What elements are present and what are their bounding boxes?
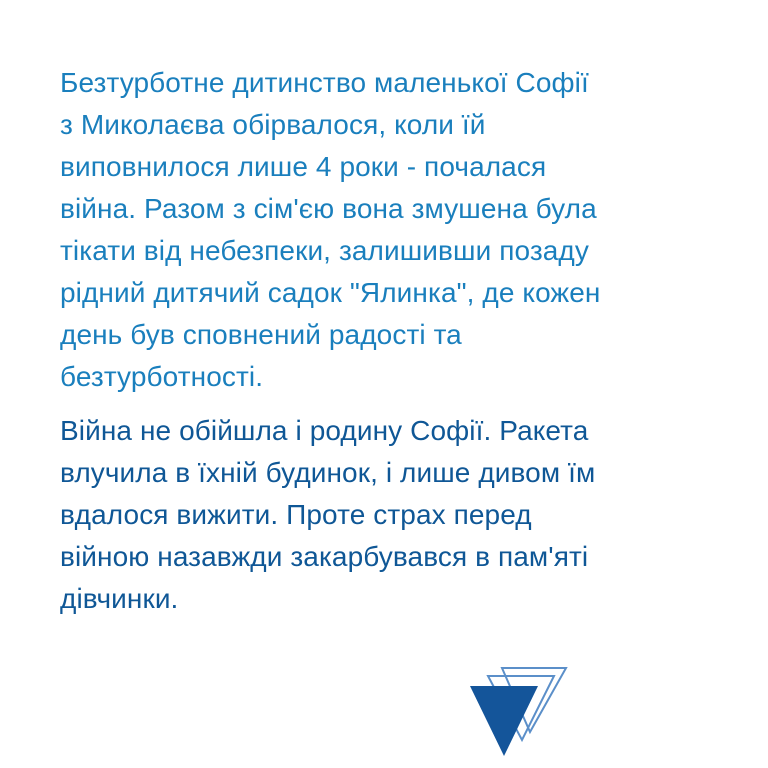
text-line: з Миколаєва обірвалося, коли їй [60,109,486,140]
text-line: Безтурботне дитинство маленької Софії [60,67,589,98]
text-line: тікати від небезпеки, залишивши позаду [60,235,589,266]
text-line: влучила в їхній будинок, і лише дивом їм [60,457,596,488]
triangles-logo-icon [466,660,570,760]
text-line: війною назавжди закарбувався в пам'яті [60,541,589,572]
text-line: дівчинки. [60,583,179,614]
text-line: день був сповнений радості та [60,319,462,350]
text-line: безтурботності. [60,361,264,392]
paragraph-childhood [60,62,720,398]
text-line: Війна не обійшла і родину Софії. Ракета [60,415,589,446]
story-text [60,62,720,620]
logo-filled-triangle [470,686,538,756]
text-line: війна. Разом з сім'єю вона змушена була [60,193,597,224]
paragraph-war [60,410,720,620]
text-line: виповнилося лише 4 роки - почалася [60,151,547,182]
text-line: вдалося вижити. Проте страх перед [60,499,532,530]
text-line: рідний дитячий садок "Ялинка", де кожен [60,277,601,308]
